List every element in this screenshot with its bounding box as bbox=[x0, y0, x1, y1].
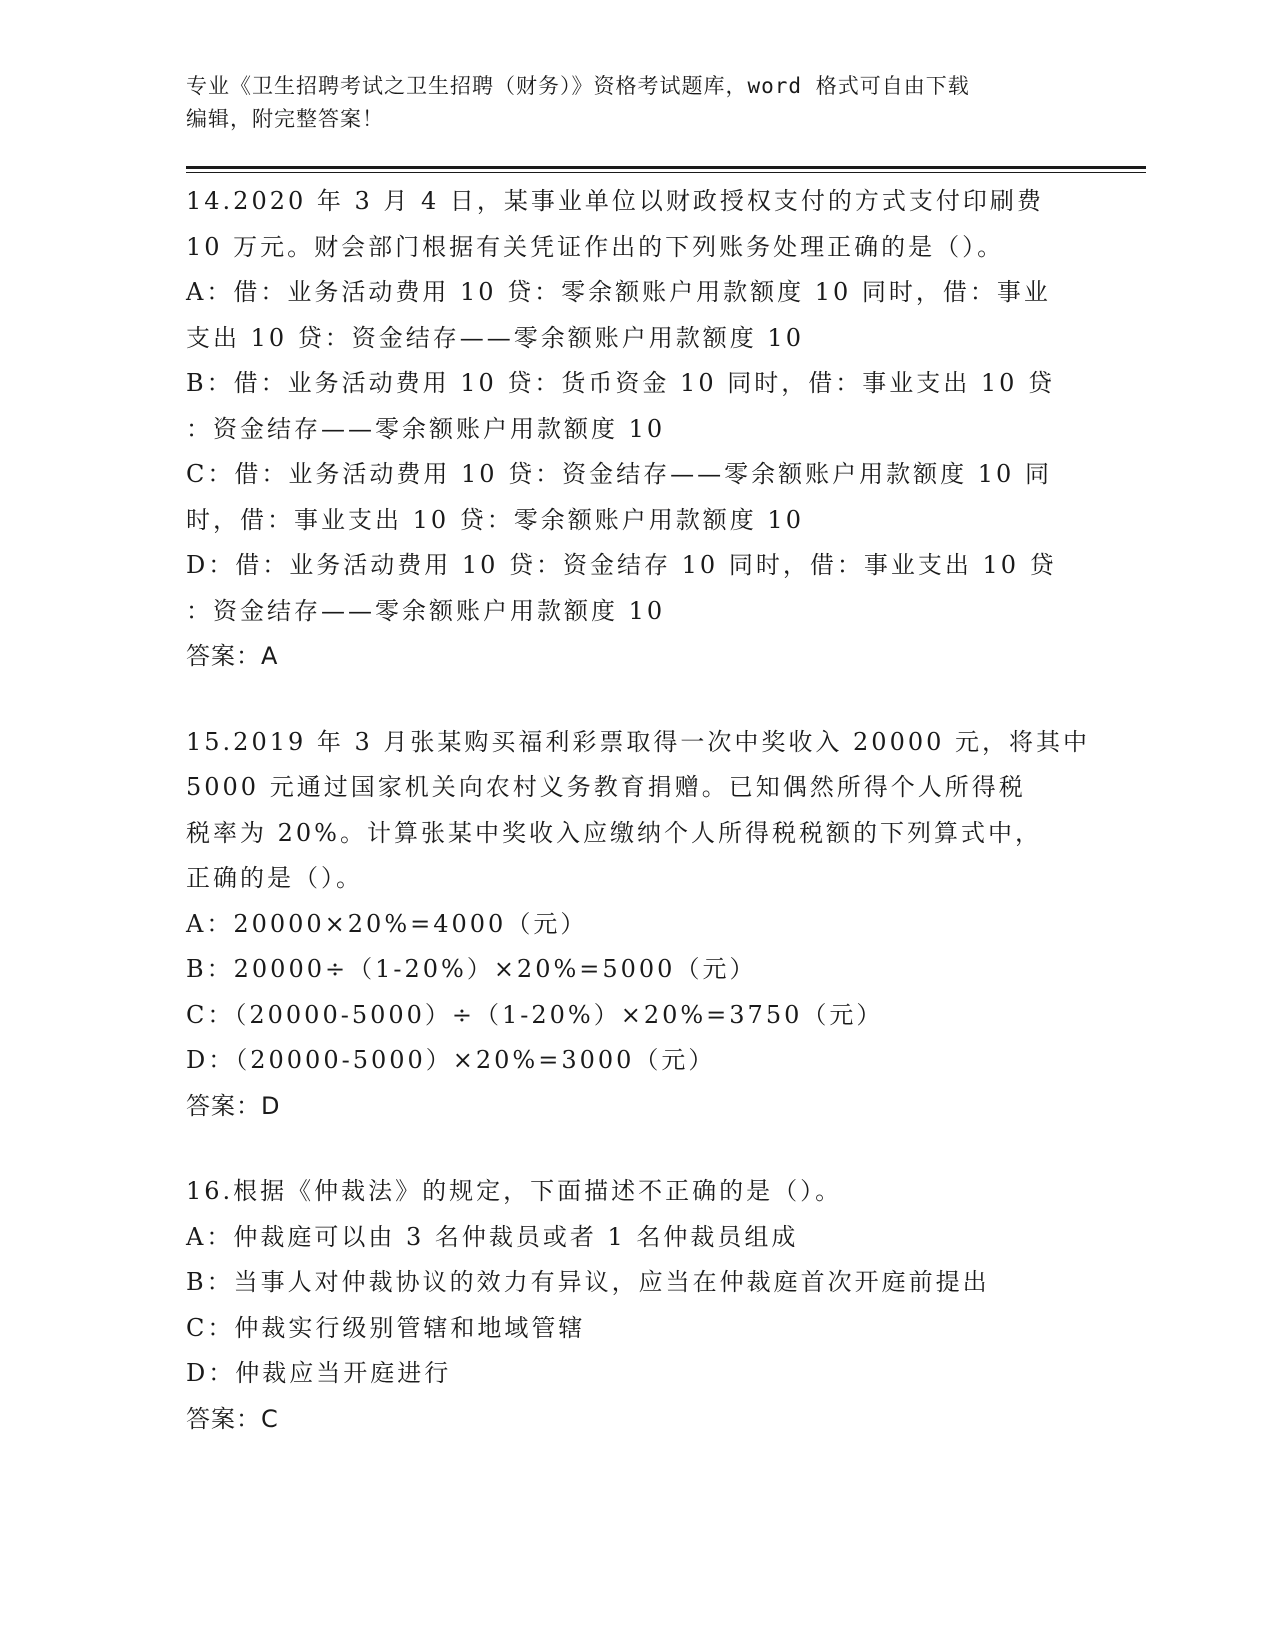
answer-option-line: B：20000÷（1-20%）×20%=5000（元） bbox=[186, 955, 757, 983]
question-stem-line: 16.根据《仲裁法》的规定，下面描述不正确的是（）。 bbox=[186, 1177, 843, 1205]
answer-option-line: ：资金结存——零余额账户用款额度 10 bbox=[186, 596, 666, 625]
question-stem-line: 5000 元通过国家机关向农村义务教育捐赠。已知偶然所得个人所得税 bbox=[186, 773, 1026, 801]
answer-option bbox=[186, 1038, 1146, 1084]
question-16 bbox=[186, 1169, 1146, 1442]
answer-key: 答案：D bbox=[186, 1091, 281, 1120]
document-header bbox=[186, 70, 1146, 136]
question-stem bbox=[186, 720, 1146, 902]
answer-option bbox=[186, 543, 1146, 634]
answer-option-line: 时，借：事业支出 10 贷：零余额账户用款额度 10 bbox=[186, 505, 804, 534]
answer-option bbox=[186, 1260, 1146, 1306]
question-14 bbox=[186, 179, 1146, 680]
answer-option-line: C：借：业务活动费用 10 贷：资金结存——零余额账户用款额度 10 同 bbox=[186, 460, 1052, 488]
answer-option-line: A：20000×20%=4000（元） bbox=[186, 909, 588, 938]
answer-option bbox=[186, 270, 1146, 361]
answer-option-line: C：（20000-5000）÷（1-20%）×20%=3750（元） bbox=[186, 1000, 884, 1029]
answer-option bbox=[186, 902, 1146, 948]
answer-option-line: 支出 10 贷：资金结存——零余额账户用款额度 10 bbox=[186, 323, 804, 352]
answer-option-line: D：（20000-5000）×20%=3000（元） bbox=[186, 1046, 716, 1074]
question-stem-line: 正确的是（）。 bbox=[186, 864, 363, 892]
answer-option bbox=[186, 1215, 1146, 1261]
answer-option-line: D：借：业务活动费用 10 贷：资金结存 10 同时，借：事业支出 10 贷 bbox=[186, 551, 1057, 579]
answer-option-line: A：借：业务活动费用 10 贷：零余额账户用款额度 10 同时，借：事业 bbox=[186, 278, 1051, 306]
answer-option-line: D：仲裁应当开庭进行 bbox=[186, 1359, 452, 1387]
answer-option bbox=[186, 1306, 1146, 1352]
header-divider bbox=[186, 166, 1146, 173]
question-stem-line: 15.2019 年 3 月张某购买福利彩票取得一次中奖收入 20000 元，将其中 bbox=[186, 727, 1091, 756]
question-stem-line: 14.2020 年 3 月 4 日，某事业单位以财政授权支付的方式支付印刷费 bbox=[186, 187, 1044, 215]
question-stem bbox=[186, 1169, 1146, 1215]
question-stem-line: 10 万元。财会部门根据有关凭证作出的下列账务处理正确的是（）。 bbox=[186, 232, 1005, 261]
answer-option bbox=[186, 993, 1146, 1039]
answer-option-line: B：当事人对仲裁协议的效力有异议，应当在仲裁庭首次开庭前提出 bbox=[186, 1268, 990, 1296]
document-page bbox=[186, 70, 1146, 1442]
answer-key: 答案：C bbox=[186, 1404, 279, 1433]
answer-option bbox=[186, 361, 1146, 452]
answer-option-line: ：资金结存——零余额账户用款额度 10 bbox=[186, 414, 666, 443]
answer-option bbox=[186, 1351, 1146, 1397]
answer-key: 答案：A bbox=[186, 642, 279, 670]
answer-option-line: C：仲裁实行级别管辖和地域管辖 bbox=[186, 1313, 586, 1342]
answer-option-line: A：仲裁庭可以由 3 名仲裁员或者 1 名仲裁员组成 bbox=[186, 1222, 799, 1251]
question-stem-line: 税率为 20%。计算张某中奖收入应缴纳个人所得税税额的下列算式中， bbox=[186, 818, 1042, 847]
header-line-1: 专业《卫生招聘考试之卫生招聘（财务）》资格考试题库，word 格式可自由下载 bbox=[186, 74, 970, 98]
answer-option bbox=[186, 947, 1146, 993]
question-list bbox=[186, 179, 1146, 1442]
header-line-2: 编辑，附完整答案！ bbox=[186, 107, 384, 131]
answer-option bbox=[186, 452, 1146, 543]
question-stem bbox=[186, 179, 1146, 270]
answer-option-line: B：借：业务活动费用 10 贷：货币资金 10 同时，借：事业支出 10 贷 bbox=[186, 369, 1056, 397]
question-15 bbox=[186, 720, 1146, 1130]
